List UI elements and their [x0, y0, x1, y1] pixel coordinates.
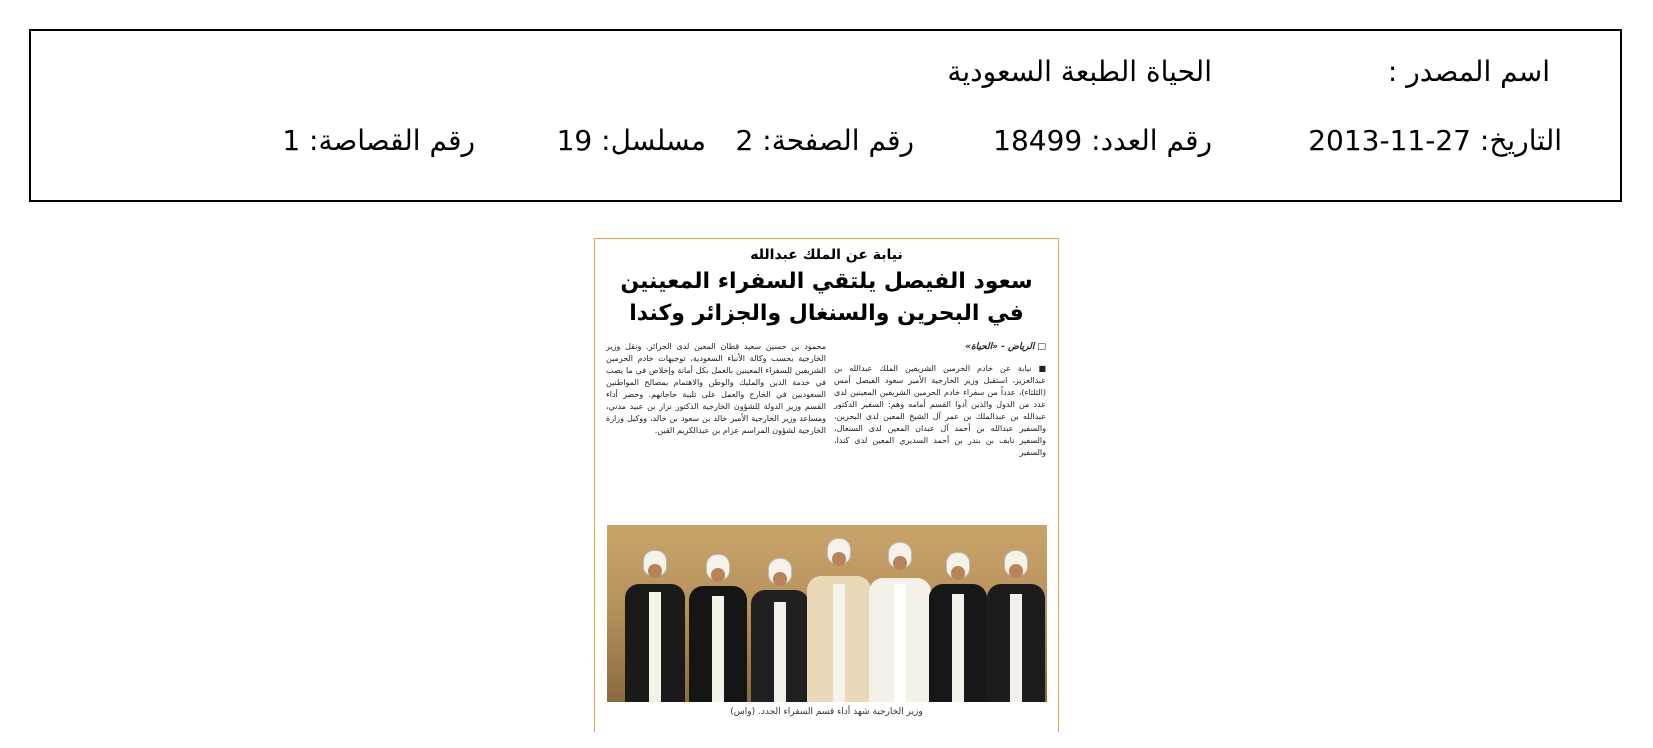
- serial-number: مسلسل: 19: [556, 124, 706, 157]
- person-figure: [987, 542, 1045, 702]
- headline-line-1: سعود الفيصل يلتقي السفراء المعينين: [620, 269, 1033, 294]
- photo-caption: وزير الخارجية شهد أداء قسم السفراء الجدد. (واس): [730, 707, 923, 717]
- source-value: الحياة الطبعة السعودية: [947, 55, 1212, 88]
- headline-line-2: في البحرين والسنغال والجزائر وكندا: [629, 301, 1024, 326]
- date-field: التاريخ: 27-11-2013: [1308, 124, 1562, 157]
- newspaper-clipping: [594, 238, 1059, 732]
- source-label: اسم المصدر :: [1387, 55, 1550, 88]
- person-figure: [929, 544, 987, 702]
- column-left-text: محمود بن حسين سعيد قطان المعين لدى الجزائر. ونقل وزير الخارجية بحسب وكالة الأنباء السعودية، توجيهات خادم الحرمين الشريفين للسفراء المعينين بالعمل بكل أمانة وإخلاص في ما يصب في خدمة الدين والمليك والوطن والاهتمام بمصالح المواطنين السعوديين في الخارج والعمل على تلبية حاجاتهم. وحضر أداء القسم وزير الدولة للشؤون الخارجية الدكتور نزار بن عبيد مدني، ومساعد وزير الخارجية الأمير خالد بن سعود بن خالد، ووكيل وزارة الخارجية لشؤون المراسم عزام بن عبدالكريم القين.: [606, 342, 826, 435]
- person-figure: [751, 552, 809, 702]
- byline: □ الرياض - «الحياة»: [965, 342, 1046, 352]
- column-right-text: ■ نيابة عن خادم الحرمين الشريفين الملك عبدالله بن عبدالعزيز، استقبل وزير الخارجية الأمير سعود الفيصل أمس (الثلثاء)، عدداً من سفراء خادم الحرمين الشريفين المعينين لدى عدد من الدول والذين أدوا القسم أمامه وهم: السفير الدكتور عبدالله بن عبدالملك بن عمر آل الشيخ المعين لدى البحرين، والسفير عبدالله بن أحمد آل عبدان المعين لدى السنغال، والسفير نايف بن بندر بن أحمد السديري المعين لدى كندا، والسفير: [834, 364, 1046, 457]
- person-figure: [807, 532, 871, 702]
- person-figure: [689, 546, 747, 702]
- page-number: رقم الصفحة: 2: [735, 124, 914, 157]
- issue-number: رقم العدد: 18499: [993, 124, 1212, 157]
- clip-number: رقم القصاصة: 1: [282, 124, 475, 157]
- article-column-left: [606, 341, 826, 437]
- person-figure: [869, 536, 931, 702]
- article-kicker: نيابة عن الملك عبدالله: [750, 247, 903, 263]
- person-figure: [625, 542, 685, 702]
- clip-metadata-box: [29, 29, 1622, 202]
- news-photo: [607, 525, 1047, 702]
- article-column-right: [834, 341, 1046, 459]
